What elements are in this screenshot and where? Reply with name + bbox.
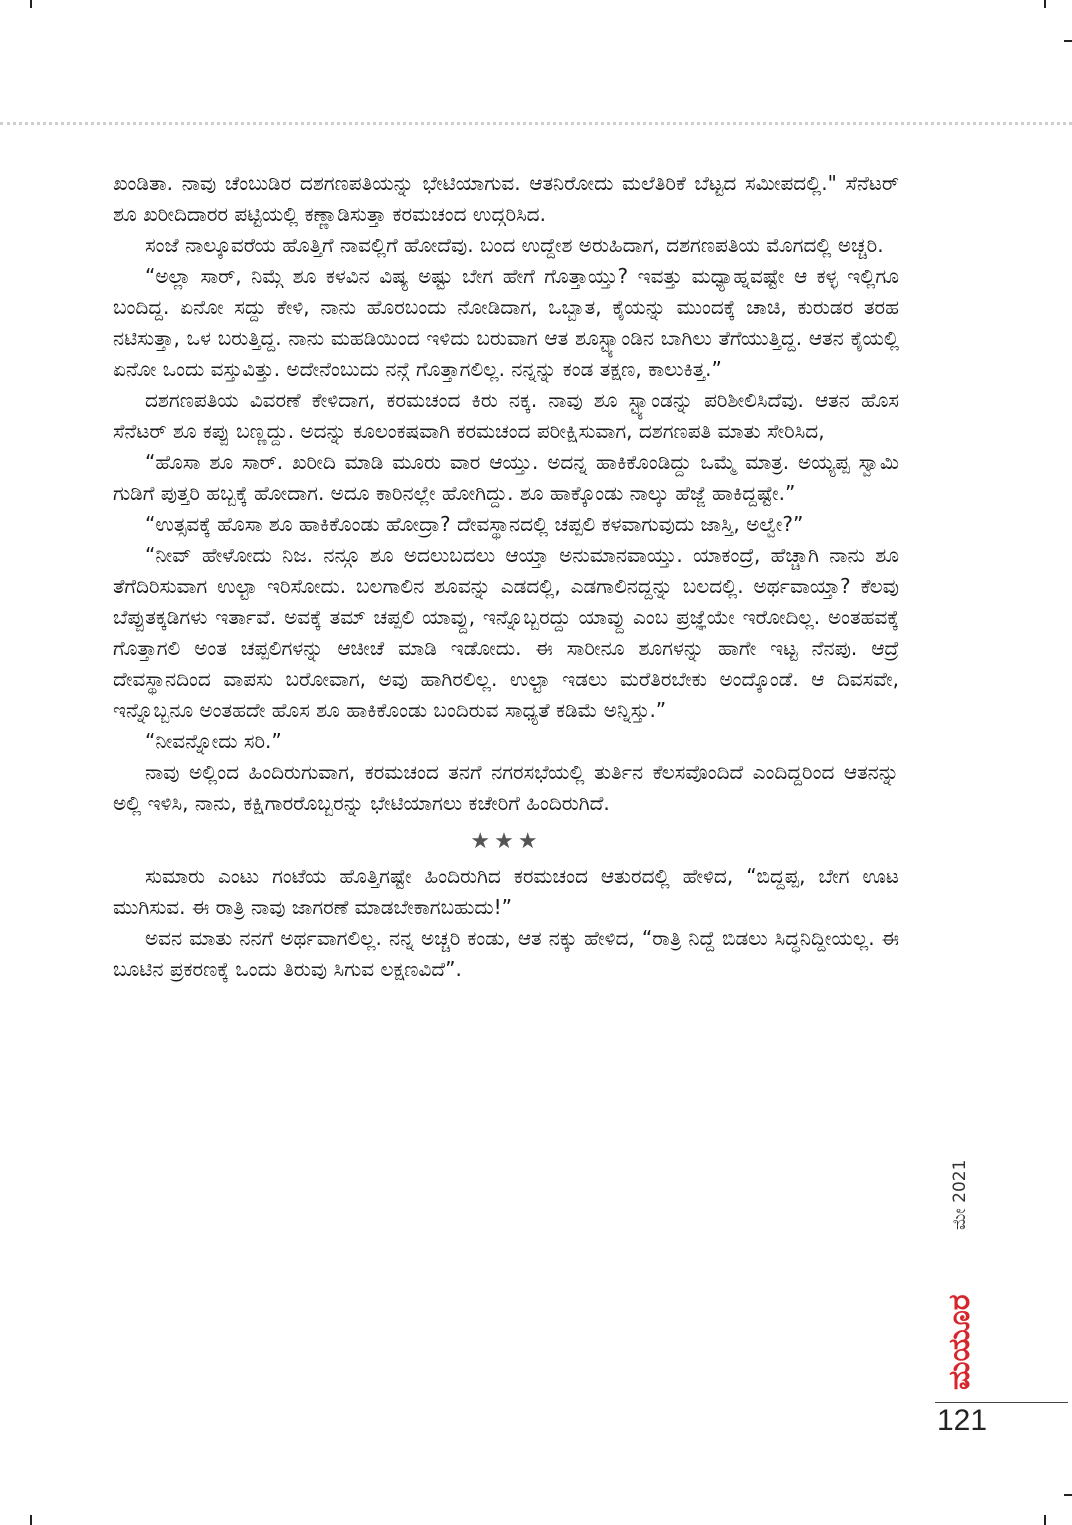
article-body [113,168,899,985]
paragraph: ಸುಮಾರು ಎಂಟು ಗಂಟೆಯ ಹೊತ್ತಿಗಷ್ಟೇ ಹಿಂದಿರುಗಿದ ಕರಮಚಂದ ಆತುರದಲ್ಲಿ ಹೇಳಿದ, “ಬಿದ್ದಪ್ಪ, ಬೇಗ ಊಟ ಮುಗಿಸುವ. ಈ ರಾತ್ರಿ ನಾವು ಜಾಗರಣೆ ಮಾಡಬೇಕಾಗಬಹುದು!” [113,864,899,919]
paragraph: ಅವನ ಮಾತು ನನಗೆ ಅರ್ಥವಾಗಲಿಲ್ಲ. ನನ್ನ ಅಚ್ಚರಿ ಕಂಡು, ಆತ ನಕ್ಕು ಹೇಳಿದ, “ರಾತ್ರಿ ನಿದ್ದೆ ಬಿಡಲು ಸಿದ್ಧನಿದ್ದೀಯಲ್ಲ. ಈ ಬೂಟಿನ ಪ್ರಕರಣಕ್ಕೆ ಒಂದು ತಿರುವು ಸಿಗುವ ಲಕ್ಷಣವಿದೆ”. [113,926,899,981]
crop-mark-right-upper [1064,40,1072,42]
paragraph: “ಹೊಸಾ ಶೂ ಸಾರ್. ಖರೀದಿ ಮಾಡಿ ಮೂರು ವಾರ ಆಯ್ತು. ಅದನ್ನ ಹಾಕಿಕೊಂಡಿದ್ದು ಒಮ್ಮೆ ಮಾತ್ರ. ಅಯ್ಯಪ್ಪ ಸ್ವಾಮಿ ಗುಡಿಗೆ ಪುತ್ತರಿ ಹಬ್ಬಕ್ಕೆ ಹೋದಾಗ. ಅದೂ ಕಾರಿನಲ್ಲೇ ಹೋಗಿದ್ದು. ಶೂ ಹಾಕ್ಕೊಂಡು ನಾಲ್ಕು ಹೆಜ್ಜೆ ಹಾಕಿದ್ದಷ್ಟೇ.” [113,450,899,505]
paragraph: “ನೀವನ್ನೋದು ಸರಿ.” [145,729,282,753]
section-separator: ★★★ [470,829,542,854]
paragraph: “ಅಲ್ಲಾ ಸಾರ್, ನಿಮ್ಗೆ ಶೂ ಕಳವಿನ ವಿಷ್ಯ ಅಷ್ಟು ಬೇಗ ಹೇಗೆ ಗೊತ್ತಾಯ್ತು? ಇವತ್ತು ಮಧ್ಯಾಹ್ನವಷ್ಟೇ ಆ ಕಳ್ಳ ಇಲ್ಲಿಗೂ ಬಂದಿದ್ದ. ಏನೋ ಸದ್ದು ಕೇಳಿ, ನಾನು ಹೊರಬಂದು ನೋಡಿದಾಗ, ಒಬ್ಬಾತ, ಕೈಯನ್ನು ಮುಂದಕ್ಕೆ ಚಾಚಿ, ಕುರುಡರ ತರಹ ನಟಿಸುತ್ತಾ, ಒಳ ಬರುತ್ತಿದ್ದ. ನಾನು ಮಹಡಿಯಿಂದ ಇಳಿದು ಬರುವಾಗ ಆತ ಶೂಸ್ಟ್ಯಾಂಡಿನ ಬಾಗಿಲು ತೆಗೆಯುತ್ತಿದ್ದ. ಆತನ ಕೈಯಲ್ಲಿ ಏನೋ ಒಂದು ವಸ್ತುವಿತ್ತು. ಅದೇನೆಂಬುದು ನನ್ಗೆ ಗೊತ್ತಾಗಲಿಲ್ಲ. ನನ್ನನ್ನು ಕಂಡ ತಕ್ಷಣ, ಕಾಲುಕಿತ್ತ.” [113,264,899,381]
paragraph: ಸಂಜೆ ನಾಲ್ಕೂವರೆಯ ಹೊತ್ತಿಗೆ ನಾವಲ್ಲಿಗೆ ಹೋದೆವು. ಬಂದ ಉದ್ದೇಶ ಅರುಹಿದಾಗ, ದಶಗಣಪತಿಯ ಮೊಗದಲ್ಲಿ ಅಚ್ಚರಿ. [145,233,884,257]
crop-mark-right-lower [1064,1494,1072,1496]
paragraph: ದಶಗಣಪತಿಯ ವಿವರಣೆ ಕೇಳಿದಾಗ, ಕರಮಚಂದ ಕಿರು ನಕ್ಕ. ನಾವು ಶೂ ಸ್ಟ್ಯಾಂಡನ್ನು ಪರಿಶೀಲಿಸಿದೆವು. ಆತನ ಹೊಸ ಸೆನೆಟರ್ ಶೂ ಕಪ್ಪು ಬಣ್ಣದ್ದು. ಅದನ್ನು ಕೂಲಂಕಷವಾಗಿ ಕರಮಚಂದ ಪರೀಕ್ಷಿಸುವಾಗ, ದಶಗಣಪತಿ ಮಾತು ಸೇರಿಸಿದ, [113,388,899,443]
magazine-sidebar [940,1130,980,1390]
crop-mark-top-left [30,0,32,8]
crop-mark-bottom-left [30,1515,32,1525]
paragraph: “ನೀವ್ ಹೇಳೋದು ನಿಜ. ನನ್ಗೂ ಶೂ ಅದಲುಬದಲು ಆಯ್ತಾ ಅನುಮಾನವಾಯ್ತು. ಯಾಕಂದ್ರೆ, ಹೆಚ್ಚಾಗಿ ನಾನು ಶೂ ತೆಗೆದಿರಿಸುವಾಗ ಉಲ್ಟಾ ಇರಿಸೋದು. ಬಲಗಾಲಿನ ಶೂವನ್ನು ಎಡದಲ್ಲಿ, ಎಡಗಾಲಿನದ್ದನ್ನು ಬಲದಲ್ಲಿ. ಅರ್ಥವಾಯ್ತಾ? ಕೆಲವು ಬೆಪ್ಪುತಕ್ಕಡಿಗಳು ಇರ್ತಾವೆ. ಅವಕ್ಕೆ ತಮ್ ಚಪ್ಪಲಿ ಯಾವ್ದು, ಇನ್ನೊಬ್ಬರದ್ದು ಯಾವ್ದು ಎಂಬ ಪ್ರಜ್ಞೆಯೇ ಇರೋದಿಲ್ಲ. ಅಂತಹವಕ್ಕೆ ಗೊತ್ತಾಗಲಿ ಅಂತ ಚಪ್ಪಲಿಗಳನ್ನು ಆಚೀಚೆ ಮಾಡಿ ಇಡೋದು. ಈ ಸಾರೀನೂ ಶೂಗಳನ್ನು ಹಾಗೇ ಇಟ್ಟ ನೆನಪು. ಆದ್ರೆ ದೇವಸ್ಥಾನದಿಂದ ವಾಪಸು ಬರೋವಾಗ, ಅವು ಹಾಗಿರಲಿಲ್ಲ. ಉಲ್ಟಾ ಇಡಲು ಮರೆತಿರಬೇಕು ಅಂದ್ಕೊಂಡೆ. ಆ ದಿವಸವೇ, ಇನ್ನೊಬ್ಬನೂ ಅಂತಹದೇ ಹೊಸ ಶೂ ಹಾಕಿಕೊಂಡು ಬಂದಿರುವ ಸಾಧ್ಯತೆ ಕಡಿಮೆ ಅನ್ನಿಸ್ತು.” [113,543,899,722]
paragraph: ಖಂಡಿತಾ. ನಾವು ಚೆಂಬುಡಿರ ದಶಗಣಪತಿಯನ್ನು ಭೇಟಿಯಾಗುವ. ಆತನಿರೋದು ಮಲೆತಿರಿಕೆ ಬೆಟ್ಟದ ಸಮೀಪದಲ್ಲಿ." ಸೆನೆಟರ್ ಶೂ ಖರೀದಿದಾರರ ಪಟ್ಟಿಯಲ್ಲಿ ಕಣ್ಣಾಡಿಸುತ್ತಾ ಕರಮಚಂದ ಉದ್ಗರಿಸಿದ. [113,171,899,226]
issue-date: ಮೇ 2021 [950,1159,970,1230]
crop-mark-top-right [1044,0,1046,8]
paragraph: ನಾವು ಅಲ್ಲಿಂದ ಹಿಂದಿರುಗುವಾಗ, ಕರಮಚಂದ ತನಗೆ ನಗರಸಭೆಯಲ್ಲಿ ತುರ್ತಿನ ಕೆಲಸವೊಂದಿದೆ ಎಂದಿದ್ದರಿಂದ ಆತನನ್ನು ಅಲ್ಲಿ ಇಳಿಸಿ, ನಾನು, ಕಕ್ಷಿಗಾರರೊಬ್ಬರನ್ನು ಭೇಟಿಯಾಗಲು ಕಚೇರಿಗೆ ಹಿಂದಿರುಗಿದೆ. [113,760,899,815]
header-dotted-rule [0,122,1072,125]
paragraph: “ಉತ್ಸವಕ್ಕೆ ಹೊಸಾ ಶೂ ಹಾಕಿಕೊಂಡು ಹೋದ್ರಾ? ದೇವಸ್ಥಾನದಲ್ಲಿ ಚಪ್ಪಲಿ ಕಳವಾಗುವುದು ಜಾಸ್ತಿ, ಅಲ್ವೇ?” [145,512,804,536]
folio-rule [935,1402,1068,1403]
crop-mark-bottom-right [1044,1515,1046,1525]
page-number: 121 [937,1404,988,1437]
magazine-logo: ಮಯೂರ [942,1294,977,1390]
